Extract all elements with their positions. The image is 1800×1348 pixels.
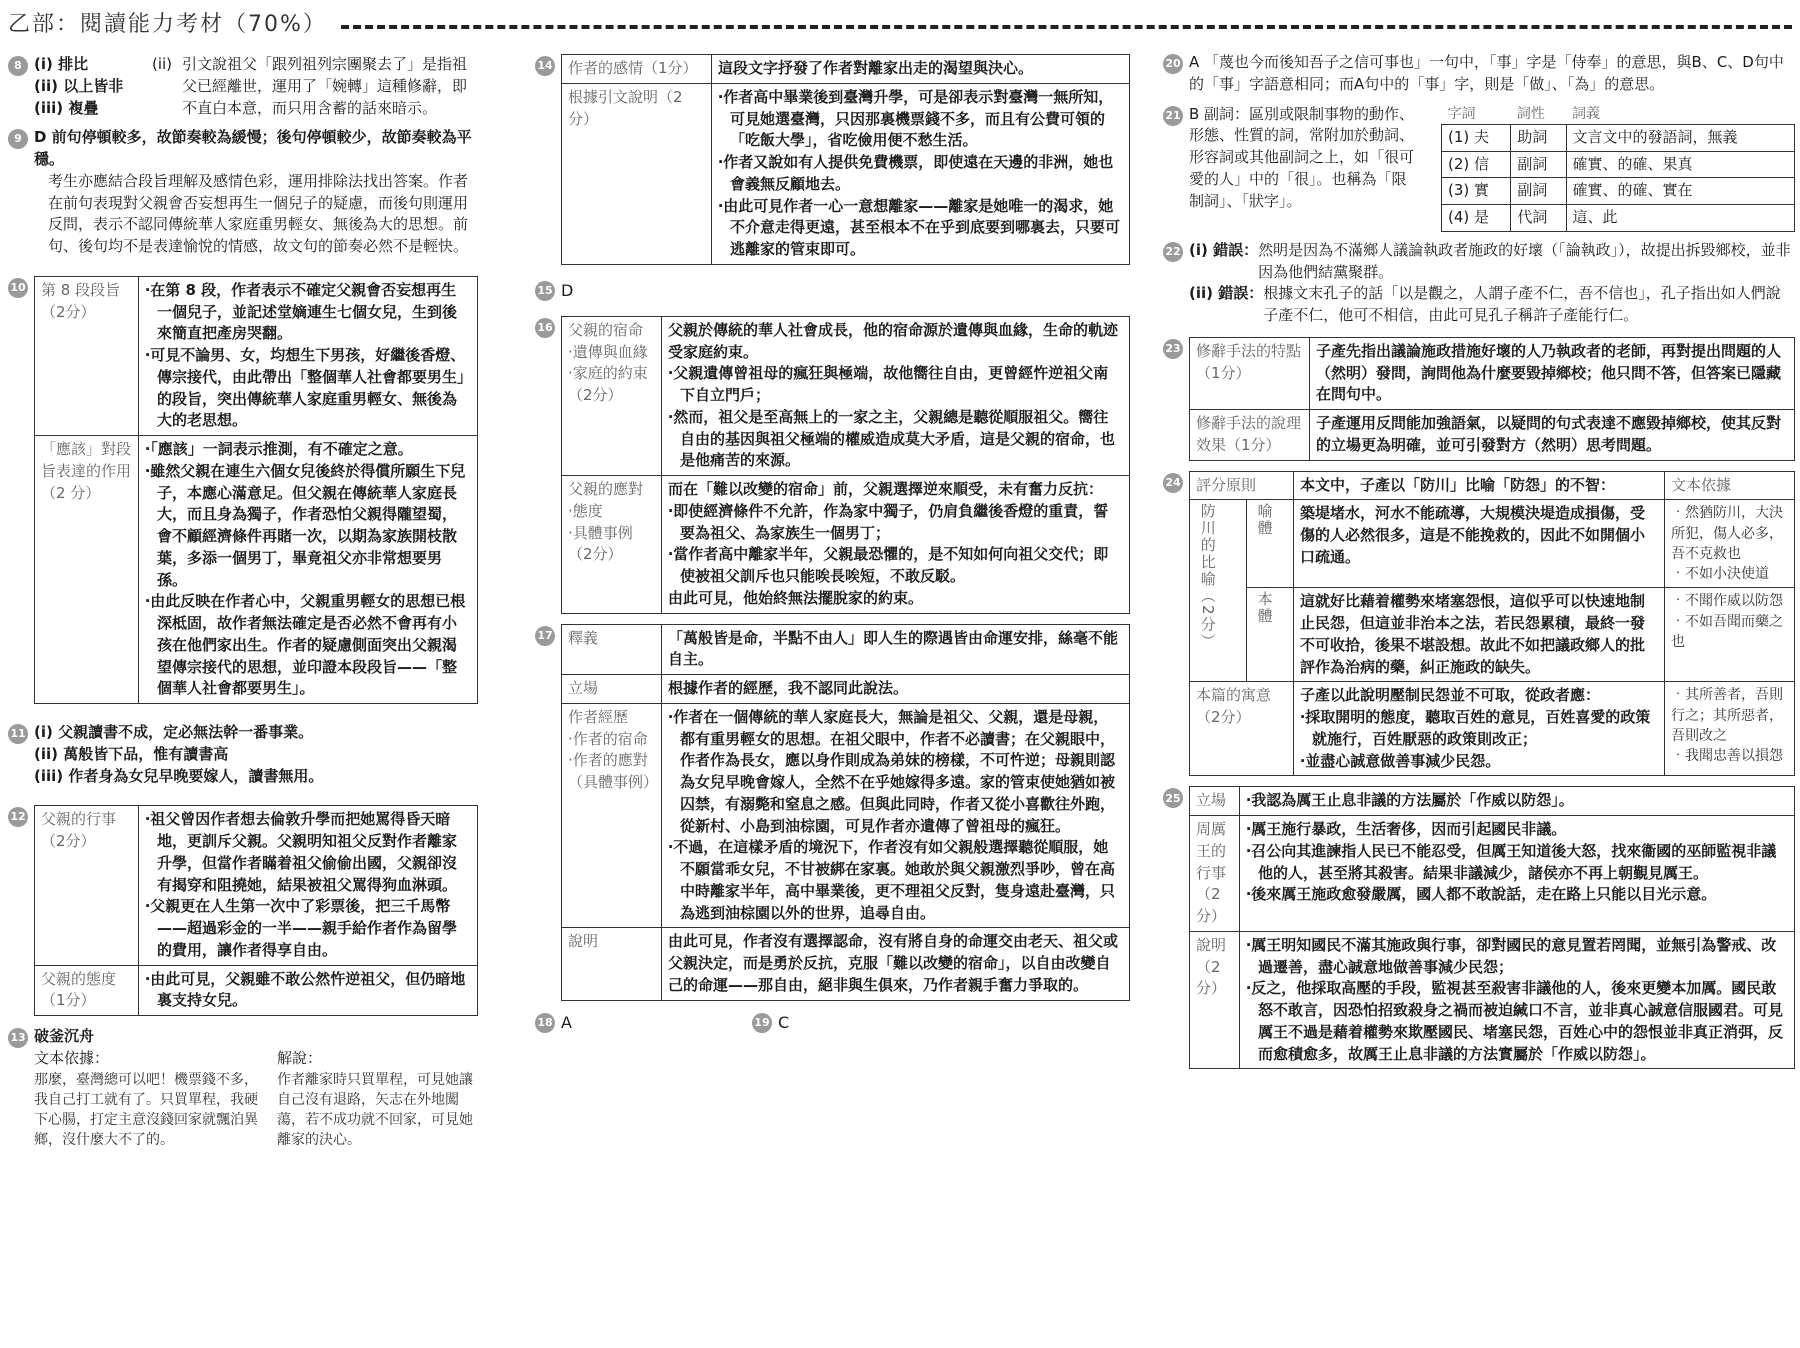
answer-9-explain: 考生亦應結合段旨理解及感情色彩，運用排除法找出答案。作者在前句表現對父親會否妄想再生一個兒子的疑慮，而後句則運用反問，表示不認同傳統華人家庭重男輕女、無後為大的思想。前句、後句均不是表達愉悅的情感，故文句的節奏必然不是輕快。 — [48, 171, 469, 255]
answer-16 — [535, 316, 1130, 614]
column-right — [1163, 48, 1795, 1077]
answer-24 — [1163, 471, 1795, 777]
bullet: ‧由此可見作者一心一意想離家——離家是她唯一的渴求，她不介意走得更遠，甚至根本不在乎到底要到哪裏去，只要可逃離家的管束即可。 — [718, 196, 1121, 258]
answer-22-i-label: (i) 錯誤： — [1189, 240, 1259, 259]
answer-14 — [535, 54, 1130, 265]
row-sub: ‧態度 — [568, 501, 603, 520]
row-label: 父親的應對 — [568, 480, 644, 499]
question-number-badge: 19 — [752, 1013, 772, 1033]
bullet: ‧厲王明知國民不滿其施政與行事，卻對國民的意見置若罔聞，並無引為警戒、改過遷善，盡心誠意地做善事減少民怨； — [1246, 935, 1777, 976]
answer-11-i: (i) 父親讀書不成，定必無法幹一番事業。 — [34, 723, 314, 741]
bullet: ‧父親更在人生第一次中了彩票後，把三千馬幣——超過彩金的一半——親手給作者作為留學的費用，讓作者得享自由。 — [145, 897, 458, 959]
question-number-badge: 11 — [8, 724, 28, 744]
col-header: 詞性 — [1516, 105, 1545, 122]
row-label: 根據引文說明（2分） — [562, 83, 712, 264]
word-class-table — [1441, 104, 1795, 232]
table-row — [1442, 178, 1795, 205]
cell-word: (2) 信 — [1442, 151, 1511, 178]
row-score: （具體事例） — [568, 773, 659, 792]
row-label: 本篇的寓意（2分） — [1190, 682, 1294, 776]
row-score: （2分） — [568, 545, 623, 564]
column-middle — [535, 48, 1130, 1042]
col-header: 本文中，子產以「防川」比喻「防怨」的不智： — [1294, 471, 1665, 500]
row-text: 這段文字抒發了作者對離家出走的渴望與決心。 — [712, 55, 1130, 84]
row-sub: ‧家庭的約束 — [568, 364, 648, 383]
row-label: 說明 — [562, 928, 662, 1000]
question-number-badge: 25 — [1163, 788, 1183, 808]
cell-word: (3) 實 — [1442, 178, 1511, 205]
answer-15-main: D — [561, 280, 574, 300]
bullet: ‧採取開明的態度，聽取百姓的意見，百姓喜愛的政策就施行，百姓厭惡的政策則改正； — [1300, 708, 1651, 748]
col-header: 評分原則 — [1190, 471, 1294, 500]
bullet: ‧由此反映在作者心中，父親重男輕女的思想已根深柢固，故作者無法確定是否必然不會再有小孩在他們家出生。作者的疑慮側面突出父親渴望傳宗接代的思想，並印證本段段旨——「整個華人社會都要男生」。 — [145, 592, 466, 698]
cell-pos: 助詞 — [1511, 124, 1566, 151]
answer-23 — [1163, 337, 1795, 461]
row-ref: ‧其所善者，吾則行之；其所惡者，吾則改之 ‧我聞忠善以損怨 — [1665, 682, 1795, 776]
answer-9 — [8, 127, 478, 258]
answer-20 — [1163, 52, 1795, 96]
answer-8-ii: (ii) 以上皆非 — [34, 76, 124, 95]
bullet: ‧在第 8 段，作者表示不確定父親會否妄想再生一個兒子，並記述堂嫡連生七個女兒，生到後來簡直把產房哭翻。 — [145, 280, 458, 343]
answer-25 — [1163, 786, 1795, 1069]
answer-22 — [1163, 240, 1795, 327]
table-row — [1442, 124, 1795, 151]
row-text: 子產先指出議論施政措施好壞的人乃執政者的老師，再對提出問題的人（然明）發問，詢問他為什麼要毀掉鄉校；他只問不答，但答案已隱藏在問句中。 — [1310, 337, 1795, 409]
bullet: ‧召公向其進諫指人民已不能忍受，但厲王知道後大怒，找來衞國的巫師監視非議他的人，甚至將其殺害。結果非議減少，諸侯亦不再上朝覲見厲王。 — [1246, 841, 1777, 882]
row-label: 說明（2分） — [1190, 931, 1240, 1069]
answer-25-table — [1189, 786, 1795, 1069]
answer-8 — [8, 54, 478, 119]
answer-19-main: C — [777, 1012, 790, 1032]
answer-18 — [535, 1011, 572, 1034]
answer-22-i: 然明是因為不滿鄉人議論執政者施政的好壞（「論執政」），故提出拆毀鄉校，並非因為他們結黨聚群。 — [1258, 240, 1791, 281]
side-label: 防川的比喻（2分） — [1198, 503, 1217, 651]
answer-8-iii: (iii) 複疊 — [34, 98, 99, 117]
question-number-badge: 23 — [1163, 339, 1183, 359]
answer-9-main: D 前句停頓較多，故節奏較為緩慢；後句停頓較少，故節奏較為平穩。 — [34, 128, 472, 168]
question-number-badge: 24 — [1163, 473, 1183, 493]
answer-16-table — [561, 316, 1130, 614]
col-header: 字詞 — [1447, 105, 1476, 122]
cell-meaning: 文言文中的發語詞，無義 — [1566, 124, 1794, 151]
bullet: ‧「應該」一詞表示推測，有不確定之意。 — [145, 440, 413, 458]
bullet: ‧並盡心誠意做善事減少民怨。 — [1300, 751, 1501, 770]
answer-8-ii-label: (ii) — [152, 55, 173, 73]
cell-word: (4) 是 — [1442, 205, 1511, 232]
col-header: 文本依據 — [1665, 471, 1795, 500]
question-number-badge: 9 — [8, 129, 28, 149]
explanation: 作者離家時只買單程，可見她讓自己沒有退路，矢志在外地闖蕩，若不成功就不回家，可見她離家的決心。 — [277, 1071, 473, 1149]
answer-14-table — [561, 54, 1130, 265]
table-row — [1442, 151, 1795, 178]
answer-10 — [8, 276, 478, 704]
bullet: ‧作者在一個傳統的華人家庭長大，無論是祖父、父親，還是母親，都有重男輕女的思想。在祖父眼中，作者不必讀書；在父親眼中，作者作為長女，應以身作則成為弟妹的榜樣，不可忤逆；母親則認為女兒早晚會嫁人，全然不在乎她嫁得多遠。家的管束使她猶如被囚禁，有溺斃和窒息之感。但與此同時，作者又從小喜歡往外跑，從新村、小島到油棕園，可見作者亦遺傳了曾祖母的瘋狂。 — [668, 707, 1116, 835]
cell-pos: 副詞 — [1511, 178, 1566, 205]
col-header: 詞義 — [1572, 105, 1601, 122]
bullet: ‧然而，祖父是至高無上的一家之主，父親總是聽從順服祖父。嚮往自由的基因與祖父極端的權威造成莫大矛盾，這是父親的宿命，也是他痛苦的來源。 — [668, 407, 1116, 470]
answer-23-table — [1189, 337, 1795, 461]
answer-22-ii-label: (ii) 錯誤： — [1189, 284, 1264, 303]
question-number-badge: 18 — [535, 1013, 555, 1033]
cell-word: (1) 夫 — [1442, 124, 1511, 151]
header-divider — [341, 25, 1792, 31]
cell-meaning: 這、此 — [1566, 205, 1794, 232]
question-number-badge: 14 — [535, 56, 555, 76]
row-label: 立場 — [562, 675, 662, 704]
bullet: ‧可見不論男、女，均想生下男孩，好繼後香燈、傳宗接代，由此帶出「整個華人社會都要男生」的段旨，突出傳統華人家庭重男輕女、無後為大的老思想。 — [145, 346, 466, 430]
row-label: 作者經歷 — [568, 707, 629, 726]
answer-15 — [535, 279, 1130, 302]
sub-label: 本體 — [1255, 591, 1274, 626]
section-title: 乙部：閱讀能力考材（70%） — [8, 12, 327, 38]
row-text: ‧我認為厲王止息非議的方法屬於「作威以防怨」。 — [1240, 787, 1795, 816]
row-label: 立場 — [1190, 787, 1240, 816]
question-number-badge: 10 — [8, 278, 28, 298]
answer-11-iii: (iii) 作者身為女兒早晚要嫁人，讀書無用。 — [34, 766, 324, 785]
row-ref: ‧然猶防川，大決所犯，傷人必多，吾不克救也 ‧不如小決使道 — [1665, 500, 1795, 588]
answer-24-table — [1189, 471, 1795, 777]
answer-21 — [1163, 104, 1795, 232]
bullet: ‧作者高中畢業後到臺灣升學，可是卻表示對臺灣一無所知，可見她選臺灣，只因那裏機票錢不多，而且有公費可領的「吃飯大學」，省吃儉用便不愁生活。 — [718, 87, 1114, 150]
row-label: 「應該」對段旨表達的作用（2 分） — [35, 436, 139, 704]
answer-22-ii: 根據文末孔子的話「以是觀之，人謂子產不仁，吾不信也」，孔子指出如人們說子產不仁，他可不相信，由此可見孔子稱許子產能行仁。 — [1263, 284, 1781, 325]
question-number-badge: 13 — [8, 1028, 28, 1048]
bullet: ‧即使經濟條件不允許，作為家中獨子，仍肩負繼後香燈的重責，誓要為祖父、為家族生一個男丁； — [668, 501, 1109, 542]
row-score: （2分） — [568, 386, 623, 405]
question-number-badge: 15 — [535, 281, 555, 301]
column-left — [8, 48, 478, 1159]
row-text: 「萬般皆是命，半點不由人」即人生的際遇皆由命運安排，絲毫不能自主。 — [662, 624, 1130, 675]
bullet: ‧雖然父親在連生六個女兒後終於得償所願生下兒子，本應心滿意足。但父親在傳統華人家庭長大，而且身為獨子，作者恐怕父親得隴望蜀，會不顧經濟條件再賭一次，以期為家族開枝散葉，多添一個男丁，畢竟祖父亦非常想要男孫。 — [145, 461, 466, 589]
answer-17 — [535, 624, 1130, 1001]
answer-12-table — [34, 805, 478, 1016]
bullet: ‧不過，在這樣矛盾的境況下，作者沒有如父親般選擇聽從順服，她不願當乖女兒，不甘被綁在家裏。她敢於與父親激烈爭吵，曾在高中時離家半年，高中畢業後，更不理祖父反對，隻身遠赴臺灣，只為逃到油棕園以外的世界，追尋自由。 — [668, 838, 1116, 922]
row-text: 築堤堵水，河水不能疏導，大規模決堤造成損傷，受傷的人必然很多，這是不能挽救的，因此不如開個小口疏通。 — [1294, 500, 1665, 588]
row-label: 釋義 — [562, 624, 662, 675]
answer-12 — [8, 805, 478, 1016]
answer-17-table — [561, 624, 1130, 1001]
row-label: 父親的宿命 — [568, 320, 644, 339]
bullet: ‧厲王施行暴政，生活奢侈，因而引起國民非議。 — [1246, 820, 1567, 839]
cell-meaning: 確實、的確、實在 — [1566, 178, 1794, 205]
bullet: ‧由此可見，父親雖不敢公然忤逆祖父，但仍暗地裏支持女兒。 — [145, 969, 466, 1010]
question-number-badge: 20 — [1163, 54, 1183, 74]
row-label: 修辭手法的說理效果（1分） — [1190, 410, 1310, 461]
question-number-badge: 22 — [1163, 242, 1183, 262]
question-number-badge: 8 — [8, 56, 28, 76]
bullet: ‧後來厲王施政愈發嚴厲，國人都不敢說話，走在路上只能以目光示意。 — [1246, 885, 1717, 904]
question-number-badge: 17 — [535, 626, 555, 646]
row-sub: ‧作者的宿命 — [568, 729, 648, 748]
row-text: 根據作者的經歷，我不認同此說法。 — [662, 675, 1130, 704]
section-header — [8, 8, 1792, 42]
cell-meaning: 確實、的確、果真 — [1566, 151, 1794, 178]
answer-11-ii: (ii) 萬般皆下品，惟有讀書高 — [34, 744, 229, 763]
bullet: ‧祖父曾因作者想去倫敦升學而把她罵得昏天暗地，更訓斥父親。父親明知祖父反對作者離家升學，但當作者瞞着祖父偷偷出國，父親卻沒有揭穿和阻撓她，結果被祖父罵得狗血淋頭。 — [145, 810, 458, 894]
row-sub: ‧遺傳與血緣 — [568, 342, 648, 361]
row-text: 由此可見，作者沒有選擇認命，沒有將自身的命運交由老天、祖父或父親決定，而是勇於反抗，克服「難以改變的宿命」，以自由改變自己的命運——那自由，絕非與生俱來，乃作者親手奮力爭取的。 — [662, 928, 1130, 1000]
answer-18-main: A — [561, 1012, 572, 1032]
answer-20-main: A 「蔑也今而後知吾子之信可事也」一句中，「事」字是「侍奉」的意思，與B、C、D句中的「事」字語意相同；而A句中的「事」字，則是「做」、「為」的意思。 — [1189, 53, 1784, 93]
row-sub: ‧作者的應對 — [568, 751, 648, 770]
row-conclusion: 由此可見，他始終無法擺脫家的約束。 — [668, 588, 924, 607]
answer-11 — [8, 722, 478, 787]
bullet: ‧作者又說如有人提供免費機票，即使遠在天邊的非洲，她也會義無反顧地去。 — [718, 153, 1114, 193]
table-row — [1442, 205, 1795, 232]
answer-8-i: (i) 排比 — [34, 55, 89, 73]
answer-19 — [752, 1011, 789, 1034]
row-label: 父親的行事（2分） — [35, 806, 139, 965]
row-label: 作者的感情（1分） — [562, 55, 712, 84]
text-basis-label: 文本依據： — [34, 1048, 110, 1067]
answer-13 — [8, 1026, 478, 1151]
row-sub: ‧具體事例 — [568, 523, 633, 542]
cell-pos: 副詞 — [1511, 151, 1566, 178]
sub-label: 喻體 — [1255, 503, 1274, 538]
row-intro: 而在「難以改變的宿命」前，父親選擇逆來順受，未有奮力反抗： — [668, 480, 1104, 499]
cell-pos: 代詞 — [1511, 205, 1566, 232]
row-label: 修辭手法的特點（1分） — [1190, 337, 1310, 409]
row-intro: 子產以此說明壓制民怨並不可取，從政者應： — [1300, 686, 1601, 705]
answer-13-main: 破釜沉舟 — [34, 1027, 95, 1045]
row-intro: 父親於傳統的華人社會成長，他的宿命源於遺傳與血緣，生命的軌迹受家庭約束。 — [668, 320, 1119, 361]
bullet: ‧父親遺傳曾祖母的瘋狂與極端，故他嚮往自由，更曾經忤逆祖父南下自立門戶； — [668, 364, 1109, 405]
text-basis: 那麼，臺灣總可以吧！機票錢不多，我自己打工就有了。只買單程，我硬下心腸，打定主意沒錢回家就飄泊異鄉，沒什麼大不了的。 — [34, 1071, 258, 1149]
question-number-badge: 16 — [535, 318, 555, 338]
bullet: ‧當作者高中離家半年，父親最恐懼的，是不知如何向祖父交代；即使被祖父訓斥也只能唉長唉短，不敢反駁。 — [668, 545, 1109, 586]
question-number-badge: 21 — [1163, 106, 1183, 126]
explanation-label: 解說： — [277, 1048, 323, 1067]
answer-10-table — [34, 276, 478, 704]
answer-21-main: B 副詞：區別或限制事物的動作、形態、性質的詞，常附加於動詞、形容詞或其他副詞之上，如「很可愛的人」中的「很」。也稱為「限制詞」、「狀字」。 — [1189, 104, 1415, 210]
question-number-badge: 12 — [8, 807, 28, 827]
row-text: 這就好比藉着權勢來堵塞怨恨，這似乎可以快速地制止民怨，但這並非治本之法，若民怨累積，最終一發不可收拾，後果不堪設想。故此不如把議政鄉人的批評作為治病的藥，糾正施政的缺失。 — [1294, 588, 1665, 682]
row-label: 周厲王的行事（2分） — [1190, 816, 1240, 932]
row-ref: ‧不聞作威以防怨 ‧不如吾聞而藥之也 — [1665, 588, 1795, 682]
row-label: 父親的態度（1分） — [35, 965, 139, 1016]
answer-8-ii-explain: 引文說祖父「跟列祖列宗團聚去了」是指祖父已經離世，運用了「婉轉」這種修辭，即不直白本意，而只用含蓄的話來暗示。 — [182, 55, 468, 117]
row-label: 第 8 段段旨（2分） — [35, 276, 139, 435]
bullet: ‧反之，他採取高壓的手段，監視甚至殺害非議他的人，後來更變本加厲。國民敢怒不敢言，因恐怕招致殺身之禍而被迫緘口不言，並非真心誠意信服國君。可見厲王不過是藉着權勢來欺壓國民、堵塞民怨，百姓心中的怨恨並非真正消弭，反而愈積愈多，故厲王止息非議的方法實屬於「作威以防怨」。 — [1246, 979, 1784, 1063]
row-text: 子產運用反問能加強語氣，以疑問的句式表達不應毀掉鄉校，使其反對的立場更為明確，並可引發對方（然明）思考問題。 — [1310, 410, 1795, 461]
